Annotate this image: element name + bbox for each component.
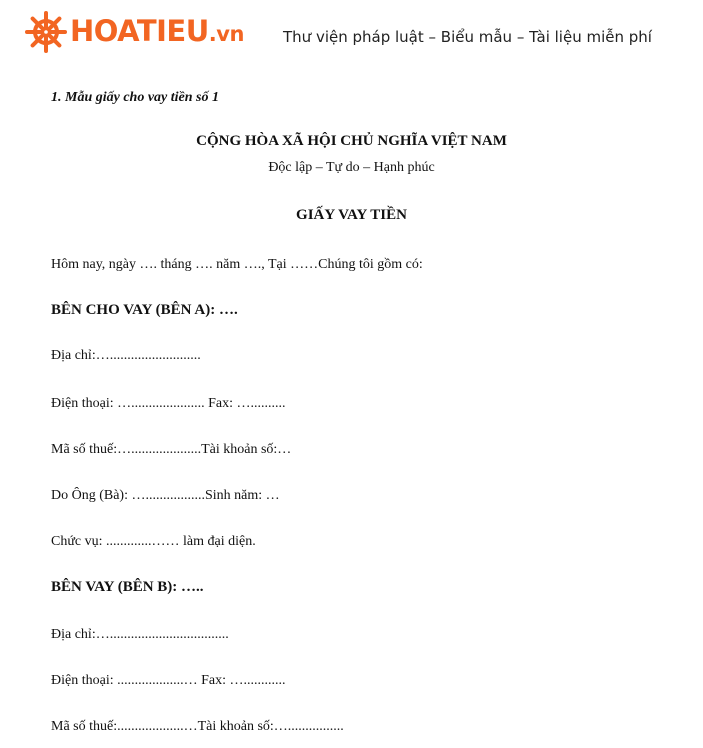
national-motto: Độc lập – Tự do – Hạnh phúc xyxy=(268,160,435,175)
brand-logo-text[interactable] xyxy=(70,13,244,52)
site-tagline: Thư viện pháp luật – Biểu mẫu – Tài liệu miễn phí xyxy=(283,28,652,46)
party-b-phone-fax: Điện thoại: ...................… Fax: …............ xyxy=(51,673,286,688)
document-title: GIẤY VAY TIỀN xyxy=(296,207,407,223)
party-a-tax-account: Mã số thuế:…....................Tài khoản số:… xyxy=(51,442,292,457)
ship-wheel-icon[interactable] xyxy=(24,10,68,54)
party-a-phone-fax: Điện thoại: …..................... Fax: ….......... xyxy=(51,396,286,411)
party-b-address: Địa chỉ:….................................. xyxy=(51,627,229,642)
brand-domain: .vn xyxy=(208,22,244,46)
party-a-position: Chức vụ: .............…… làm đại diện. xyxy=(51,534,256,549)
party-a-heading: BÊN CHO VAY (BÊN A): …. xyxy=(51,302,238,318)
party-b-heading: BÊN VAY (BÊN B): ….. xyxy=(51,579,204,595)
party-b-tax-account: Mã số thuế:...................…Tài khoản số:…................ xyxy=(51,719,344,734)
party-a-representative: Do Ông (Bà): ….................Sinh năm: … xyxy=(51,488,280,503)
brand-name: HOATIEU xyxy=(70,14,209,48)
section-heading: 1. Mẫu giấy cho vay tiền số 1 xyxy=(51,90,219,105)
national-title: CỘNG HÒA XÃ HỘI CHỦ NGHĨA VIỆT NAM xyxy=(196,133,507,149)
site-header xyxy=(0,0,703,70)
party-a-address: Địa chỉ:….......................... xyxy=(51,348,201,363)
intro-line: Hôm nay, ngày …. tháng …. năm …., Tại ……Chúng tôi gồm có: xyxy=(51,257,423,272)
